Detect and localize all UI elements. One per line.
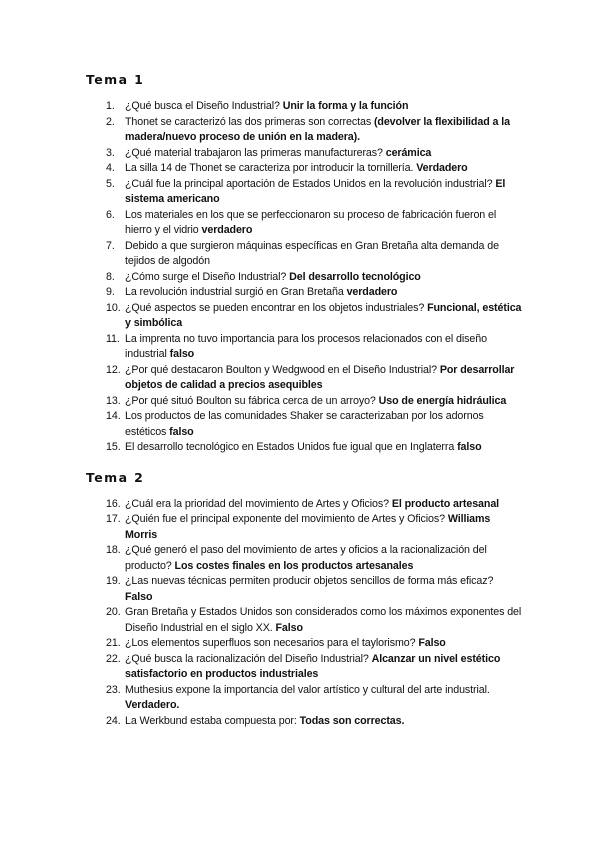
section-title-tema-1: Tema 1 bbox=[86, 72, 145, 87]
item-number: 9. bbox=[106, 286, 115, 298]
item-number: 11. bbox=[106, 332, 120, 345]
answer-text: Alcanzar un nivel estético satisfactorio en productos industriales bbox=[125, 652, 501, 680]
list-item bbox=[86, 161, 522, 177]
answer-text: verdadero bbox=[201, 224, 253, 236]
answer-text: Falso bbox=[418, 637, 446, 649]
answer-text: Verdadero. bbox=[125, 699, 180, 711]
list-item bbox=[86, 605, 522, 636]
list-item bbox=[86, 683, 522, 714]
question-text: El desarrollo tecnológico en Estados Unidos fue igual que en Inglaterra bbox=[125, 441, 455, 453]
question-text: ¿Cuál era la prioridad del movimiento de Artes y Oficios? bbox=[125, 497, 389, 510]
item-number: 7. bbox=[106, 239, 115, 252]
item-number: 1. bbox=[106, 100, 115, 112]
question-text: ¿Qué generó el paso del movimiento de artes y oficios a la racionalización del producto? bbox=[125, 544, 487, 572]
item-number: 23. bbox=[106, 683, 121, 696]
answer-text: falso bbox=[169, 425, 194, 438]
question-text: ¿Qué busca el Diseño Industrial? bbox=[125, 100, 280, 112]
question-text: ¿Cuál fue la principal aportación de Estados Unidos en la revolución industrial? bbox=[125, 177, 493, 190]
item-number: 22. bbox=[106, 652, 121, 665]
question-text: ¿Por qué situó Boulton su fábrica cerca de un arroyo? bbox=[125, 394, 376, 407]
list-item bbox=[86, 270, 522, 286]
answer-text: Falso bbox=[125, 590, 153, 603]
question-text: Los materiales en los que se perfeccionaron su proceso de fabricación fueron el hierro y el vidrio bbox=[125, 208, 497, 236]
item-number: 17. bbox=[106, 513, 121, 525]
item-number: 15. bbox=[106, 441, 121, 453]
question-text: La Werkbund estaba compuesta por: bbox=[125, 714, 297, 727]
question-text: Muthesius expone la importancia del valor artístico y cultural del arte industrial. bbox=[125, 683, 490, 696]
question-text: ¿Los elementos superfluos son necesarios para el taylorismo? bbox=[125, 637, 416, 649]
list-item bbox=[86, 208, 522, 239]
list-item bbox=[86, 394, 522, 410]
item-number: 12. bbox=[106, 363, 121, 376]
answer-text: cerámica bbox=[385, 146, 432, 159]
question-text: ¿Quién fue el principal exponente del movimiento de Artes y Oficios? bbox=[125, 513, 445, 525]
list-item bbox=[86, 512, 522, 543]
answer-text: Unir la forma y la función bbox=[282, 100, 409, 112]
answer-text: Falso bbox=[275, 621, 303, 634]
list-item bbox=[86, 440, 522, 456]
item-number: 21. bbox=[106, 637, 121, 649]
answer-text: falso bbox=[169, 348, 195, 360]
answer-text: falso bbox=[457, 441, 482, 453]
answer-text: verdadero bbox=[346, 286, 398, 298]
question-text: ¿Qué material trabajaron las primeras manufactureras? bbox=[125, 146, 383, 159]
section-title-tema-2: Tema 2 bbox=[86, 469, 145, 485]
question-text: La silla 14 de Thonet se caracteriza por introducir la tornillería. bbox=[125, 162, 414, 174]
item-number: 10. bbox=[106, 301, 121, 314]
list-item bbox=[86, 574, 522, 605]
list-item bbox=[86, 146, 522, 162]
list-item bbox=[86, 177, 522, 208]
answer-text: Todas son correctas. bbox=[299, 714, 405, 727]
item-number: 19. bbox=[106, 575, 121, 587]
question-list-tema-1 bbox=[86, 99, 522, 456]
item-number: 18. bbox=[106, 544, 121, 556]
item-number: 3. bbox=[106, 146, 115, 159]
answer-text: Por desarrollar objetos de calidad a precios asequibles bbox=[125, 363, 515, 391]
question-text: La imprenta no tuvo importancia para los procesos relacionados con el diseño industrial bbox=[125, 332, 487, 360]
answer-text: Del desarrollo tecnológico bbox=[289, 270, 421, 283]
question-text: ¿Qué busca la racionalización del Diseño Industrial? bbox=[125, 652, 369, 665]
item-number: 5. bbox=[106, 177, 115, 190]
question-text: ¿Qué aspectos se pueden encontrar en los objetos industriales? bbox=[125, 301, 425, 314]
answer-text: Uso de energía hidráulica bbox=[378, 394, 507, 407]
item-number: 8. bbox=[106, 270, 115, 283]
list-item bbox=[86, 301, 522, 332]
list-item bbox=[86, 285, 522, 301]
answer-text: Williams Morris bbox=[125, 513, 491, 541]
item-number: 6. bbox=[106, 208, 115, 221]
list-item bbox=[86, 363, 522, 394]
list-item bbox=[86, 332, 522, 363]
item-number: 24. bbox=[106, 714, 121, 727]
answer-text: Los costes finales en los productos artesanales bbox=[174, 559, 414, 572]
item-number: 20. bbox=[106, 606, 121, 618]
answer-text: El producto artesanal bbox=[391, 497, 500, 510]
answer-text: El sistema americano bbox=[125, 177, 506, 205]
answer-text: (devolver la flexibilidad a la madera/nuevo proceso de unión en la madera). bbox=[125, 115, 510, 143]
item-number: 14. bbox=[106, 410, 121, 422]
answer-text: Verdadero bbox=[416, 162, 468, 174]
list-item bbox=[86, 714, 522, 730]
question-text: Thonet se caracterizó las dos primeras son correctas bbox=[125, 115, 372, 128]
list-item bbox=[86, 99, 522, 115]
question-text: ¿Cómo surge el Diseño Industrial? bbox=[125, 270, 287, 283]
list-item bbox=[86, 409, 522, 440]
list-item bbox=[86, 497, 522, 513]
list-item bbox=[86, 239, 522, 270]
question-text: ¿Las nuevas técnicas permiten producir objetos sencillos de forma más eficaz? bbox=[125, 575, 494, 587]
item-number: 2. bbox=[106, 115, 115, 128]
question-text: Los productos de las comunidades Shaker se caracterizaban por los adornos estéticos bbox=[125, 410, 484, 438]
question-text: Debido a que surgieron máquinas específicas en Gran Bretaña alta demanda de tejidos de algodón bbox=[125, 239, 499, 267]
list-item bbox=[86, 115, 522, 146]
question-text: Gran Bretaña y Estados Unidos son considerados como los máximos exponentes del Diseño Industrial en el siglo XX. bbox=[125, 606, 522, 634]
list-item bbox=[86, 543, 522, 574]
list-item bbox=[86, 652, 522, 683]
item-number: 13. bbox=[106, 394, 121, 407]
item-number: 4. bbox=[106, 162, 115, 174]
question-text: La revolución industrial surgió en Gran Bretaña bbox=[125, 286, 344, 298]
question-text: ¿Por qué destacaron Boulton y Wedgwood en el Diseño Industrial? bbox=[125, 363, 437, 376]
answer-text: Funcional, estética y simbólica bbox=[125, 301, 522, 329]
question-list-tema-2 bbox=[86, 497, 522, 730]
list-item bbox=[86, 636, 522, 652]
item-number: 16. bbox=[106, 497, 121, 510]
